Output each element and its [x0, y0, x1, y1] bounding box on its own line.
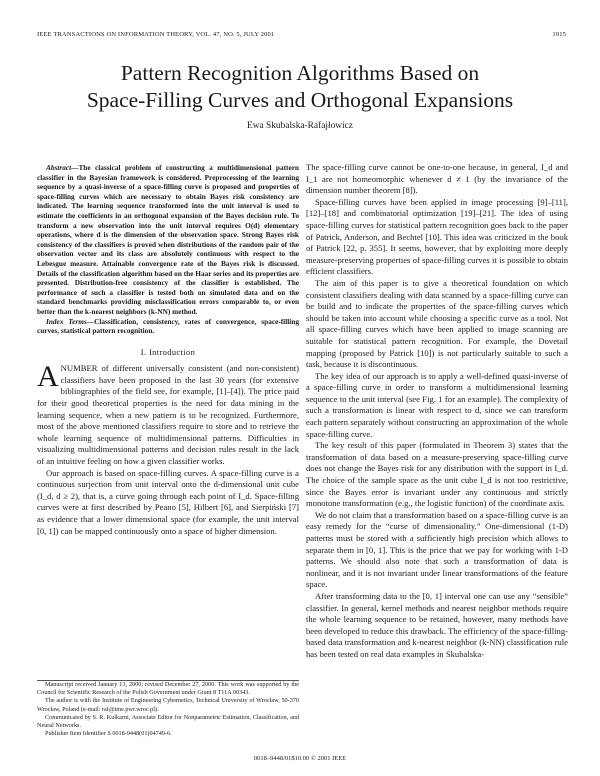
index-terms-text: Classification, consistency, rates of convergence, space-filling curves, statistical pattern recognition.: [37, 316, 300, 336]
running-header: [37, 31, 566, 43]
footnotes: [37, 680, 299, 738]
footnote-affiliation: The author is with the Institute of Engineering Cybernetics, Technical University of Wrocław, 50-370 Wrocław, Poland (e-mail: raf@ime.pwr.wroc.pl).: [37, 697, 299, 713]
intro-paragraph-1: [37, 360, 299, 467]
right-column: [306, 162, 568, 661]
page-number: 1915: [552, 31, 566, 38]
abstract-text: The classical problem of constructing a multidimensional pattern classifier in the Bayesian framework is considered. Preprocessing of the learning sequence by a quasi-inverse of a space-filling curve is proposed and properties of space-filling curves which are necessary to obtain Bayes risk consistency are indicated. The learning sequence transformed into the unit interval is used to estimate the coefficients in an orthogonal expansion of the Bayes decision rule. To transform a new observation into the unit interval requires O(d) elementary operations, where d is the dimension of the observation space. Strong Bayes risk consistency of the classifiers is proved when distributions of the random pair of the observation vector and its class are absolutely continuous with respect to the Lebesgue measure. Attainable convergence rate of the Bayes risk is discussed. Details of the classification algorithm based on the Haar series and its properties are presented. Distribution-free consistency of the classifier is established. The performance of such a classifier is tested both on simulated data and on the standard benchmarks providing misclassification errors comparable to, or even better than the k-nearest neighbors (k-NN) method.: [37, 163, 299, 316]
journal-info: IEEE TRANSACTIONS ON INFORMATION THEORY, VOL. 47, NO. 5, JULY 2001: [37, 31, 275, 38]
right-paragraph-7: After transforming data to the [0, 1] interval one can use any “sensible” classifier. In general, kernel methods and nearest neighbor methods require the whole learning sequence to be retained, however, many methods have been developed to reduce this drawback. The efficiency of the space-filling-based data transformation and k-nearest neighbor (k-NN) classification rule has been tested on real data examples in Skubalska-: [306, 590, 568, 659]
section-heading: I. Introduction: [140, 347, 196, 357]
right-paragraph-4: The key idea of our approach is to apply a well-defined quasi-inverse of a space-filling curve in order to transform a multidimensional learning sequence to the unit interval (see Fig. 1 for an example). The complexity of such a transformation is linear with respect to d, since we can transform each pattern separately without constructing an approximation of the whole space-filling curve.: [306, 370, 568, 439]
intro-paragraph-2: Our approach is based on space-filling curves. A space-filling curve is a continuous surjection from unit interval onto the d-dimensional unit cube (I_d, d ≥ 2), that is, a curve going through each point of I_d. Space-filling curves were at first described by Peano [5], Hilbert [6], and Sierpiński [7] as evidence that a lower dimensional space (for example, the unit interval [0, 1]) can be mapped continuously onto a space of higher dimension.: [37, 467, 299, 536]
intro-p1-text: NUMBER of different universally consistent (and non-consistent) classifiers have been proposed in the last 30 years (for extensive bibliographies of the field see, for example, [1]–[4]). The price paid for their good theoretical properties is the need for data mining in the learning sequence, when a new pattern is to be recognized. Furthermore, most of the above mentioned classifiers require to store and to retrieve the whole learning sequence of multidimensional patterns. Difficulties in visualizing multidimensional patterns and decision rules result in the lack of an intuitive feeling on how a given classifier works.: [37, 363, 299, 467]
footnote-communicated: Communicated by S. R. Kulkarni, Associate Editor for Nonparametric Estimation, Classification, and Neural Networks.: [37, 713, 299, 730]
left-column: [37, 163, 299, 537]
index-terms-label: Index Terms—: [46, 316, 95, 326]
right-paragraph-1: The space-filling curve cannot be one-to-one because, in general, I_d and I_1 are not homeomorphic whenever d ≠ 1 (by the invariance of the dimension number theorem [8]).: [306, 162, 568, 196]
author-name: Ewa Skubalska-Rafajłowicz: [247, 121, 353, 131]
footnote-publisher-id: Publisher Item Identifier S 0018-9448(01)04749-6.: [45, 730, 172, 738]
right-paragraph-2: Space-filling curves have been applied in image processing [9]–[11], [12]–[18] and combinatorial optimization [19]–[21]. The idea of using space-filling curves for statistical pattern recognition goes back to the paper of Patrick, Anderson, and Bechtel [10]. This idea was criticized in the book of Patrick [22, p. 355]. It seems, however, that by exploiting more deeply measure-preserving properties of space-filling curves it is possible to obtain efficient classifiers.: [306, 196, 568, 277]
footnote-manuscript: Manuscript received January 13, 2000; revised December 27, 2000. This work was supported by the Council for Scientific Research of the Polish Government under Grant 8 T11A 00343.: [37, 681, 299, 697]
copyright-footer: 0018–9448/01$10.00 © 2001 IEEE: [253, 755, 347, 762]
index-terms: [37, 317, 299, 336]
abstract-label: Abstract—: [46, 163, 79, 172]
paper-title: [40, 60, 560, 114]
right-paragraph-3: The aim of this paper is to give a theoretical foundation on which consistent classifiers dealing with data scanned by a space-filling curve can be build and to indicate the properties of the space-filling curves which should be taken into account while choosing a specific curve as a tool. Not all space-filling curves which have been applied to image scanning are suitable for statistical pattern recognition. For example, the Dovetail mapping (proposed by Patrick [10]) is not particularly suitable to such a task, because it is discontinuous.: [306, 277, 568, 370]
title-line-2: Space-Filling Curves and Orthogonal Expansions: [86, 88, 514, 112]
right-paragraph-5: The key result of this paper (formulated in Theorem 3) states that the transformation of data based on a measure-preserving space-filling curve does not change the Bayes risk for any distribution with the support in I_d. The choice of the sample space as the unit cube I_d is not too restrictive, since the Bayes error is invariant under any continuous and strictly monotone transformation (e.g., the logistic function) of the coordinate axis.: [306, 440, 568, 509]
right-paragraph-6: We do not claim that a transformation based on a space-filling curve is an easy remedy for the “curse of dimensionality.” One-dimensional (1-D) patterns must be stored with a sufficiently high precision which allows to separate them in [0, 1]. This is the price that we pay for working with 1-D patterns. We should also note that such a transformation of data is nonlinear, and it is not invariant under linear transformations of the feature space.: [306, 509, 568, 590]
drop-cap: A: [37, 360, 59, 394]
abstract: [37, 163, 299, 317]
title-line-1: Pattern Recognition Algorithms Based on: [120, 61, 480, 85]
